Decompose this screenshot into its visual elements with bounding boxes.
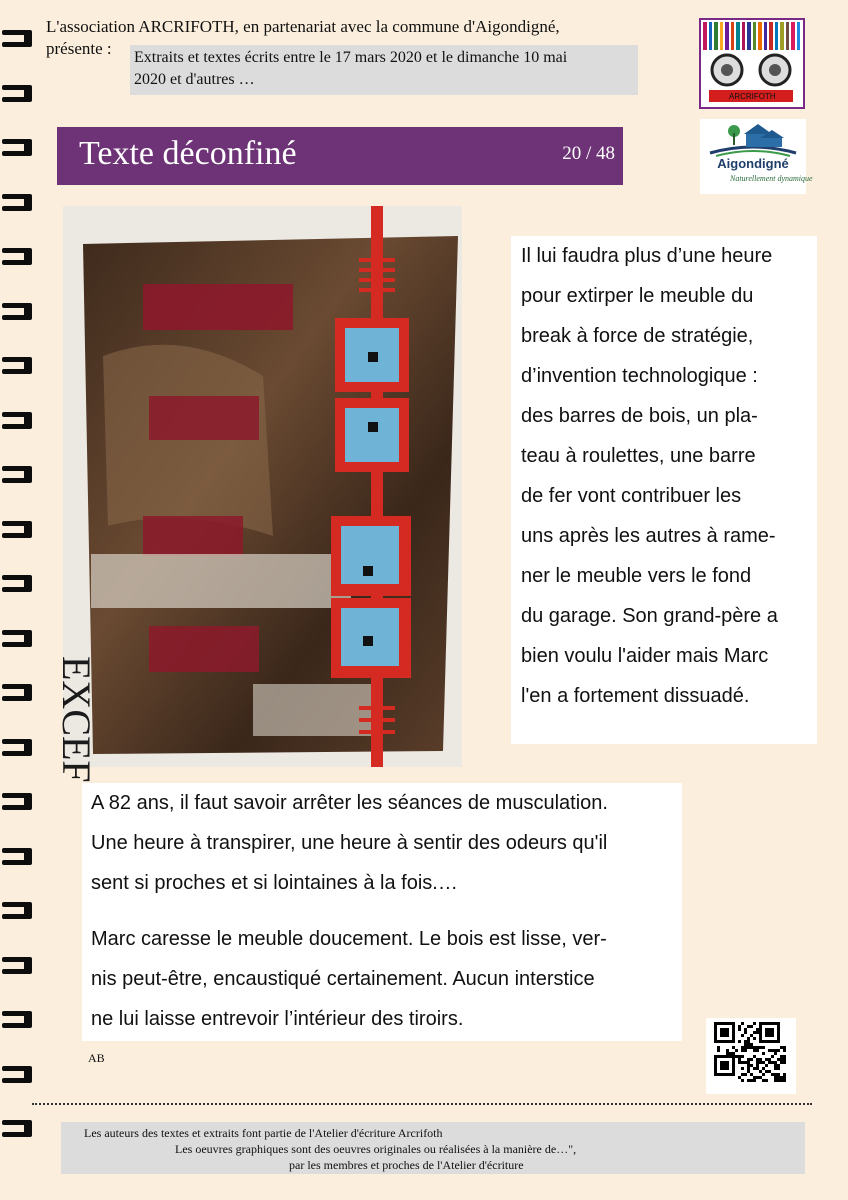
spiral-ring [2, 521, 32, 538]
artwork-painting [54, 206, 462, 783]
spiral-ring [2, 630, 32, 647]
text-line: l'en a fortement dissuadé. [521, 685, 750, 707]
spiral-ring [2, 848, 32, 865]
text-line: d’invention technologique : [521, 365, 758, 387]
text-line: uns après les autres à rame- [521, 525, 776, 547]
text-line: du garage. Son grand-père a [521, 605, 778, 627]
spiral-ring [2, 957, 32, 974]
intro-text: L'association ARCRIFOTH, en partenariat avec la commune d'Aigondigné, [46, 17, 560, 36]
spiral-ring [2, 194, 32, 211]
arcrifoth-logo-text: ARCRIFOTH [729, 92, 776, 101]
spiral-ring [2, 1120, 32, 1137]
spiral-ring [2, 793, 32, 810]
text-line: Il lui faudra plus d’une heure [521, 245, 773, 267]
text-line: de fer vont contribuer les [521, 485, 742, 507]
spiral-ring [2, 466, 32, 483]
text-line: break à force de stratégie, [521, 325, 754, 347]
page-title: Texte déconfiné [79, 135, 297, 172]
spiral-ring [2, 902, 32, 919]
text-line: sent si proches et si lointaines à la fois.… [91, 872, 458, 894]
spiral-ring [2, 739, 32, 756]
artwork-collage-word: EXCEF [54, 656, 99, 783]
spiral-ring [2, 303, 32, 320]
spiral-ring [2, 30, 32, 47]
text-line: pour extirper le meuble du [521, 285, 754, 307]
text-line: Une heure à transpirer, une heure à sentir des odeurs qu'il [91, 832, 608, 854]
spiral-ring [2, 1011, 32, 1028]
text-line: ner le meuble vers le fond [521, 565, 752, 587]
text-line: des barres de bois, un pla- [521, 405, 758, 427]
aigondigne-logo [700, 119, 813, 194]
text-line: bien voulu l'aider mais Marc [521, 645, 769, 667]
arcrifoth-logo [699, 18, 805, 109]
intro-presente: présente : [46, 39, 112, 58]
spiral-binding [0, 0, 40, 1200]
text-line: ne lui laisse entrevoir l’intérieur des tiroirs. [91, 1008, 464, 1030]
paragraph-gap [91, 903, 673, 919]
text-block-right [511, 236, 817, 744]
spiral-ring [2, 1066, 32, 1083]
footer-box [61, 1122, 805, 1174]
aigondigne-name: Aigondigné [717, 156, 789, 171]
subtitle-line-1: Extraits et textes écrits entre le 17 mars 2020 et le dimanche 10 mai [134, 49, 568, 66]
title-bar [57, 127, 623, 185]
text-block-bottom [82, 783, 682, 1041]
author-initials: AB [88, 1051, 105, 1065]
aigondigne-logo-graphic [700, 119, 806, 159]
subtitle-box [130, 45, 638, 95]
spiral-ring [2, 85, 32, 102]
subtitle-line-2: 2020 et d'autres … [134, 71, 255, 88]
spiral-ring [2, 139, 32, 156]
qr-code-icon [706, 1018, 796, 1094]
footer-line-2: Les oeuvres graphiques sont des oeuvres originales ou réalisées à la manière de…", [175, 1142, 577, 1156]
spiral-ring [2, 575, 32, 592]
spiral-ring [2, 684, 32, 701]
footer-line-1: Les auteurs des textes et extraits font partie de l'Atelier d'écriture Arcrifoth [84, 1126, 443, 1140]
text-line: Marc caresse le meuble doucement. Le bois est lisse, ver- [91, 928, 607, 950]
page-number: 20 / 48 [562, 143, 615, 164]
aigondigne-tagline: Naturellement dynamique [730, 174, 813, 183]
footer-line-3: par les membres et proches de l'Atelier d'écriture [289, 1158, 524, 1172]
artwork-image [54, 206, 462, 783]
text-line: nis peut-être, encaustiqué certainement. Aucun interstice [91, 968, 595, 990]
spiral-ring [2, 248, 32, 265]
text-line: teau à roulettes, une barre [521, 445, 756, 467]
footer-divider [32, 1103, 812, 1105]
text-line: A 82 ans, il faut savoir arrêter les séances de musculation. [91, 792, 608, 814]
spiral-ring [2, 357, 32, 374]
qr-code[interactable] [706, 1018, 796, 1094]
spiral-ring [2, 412, 32, 429]
